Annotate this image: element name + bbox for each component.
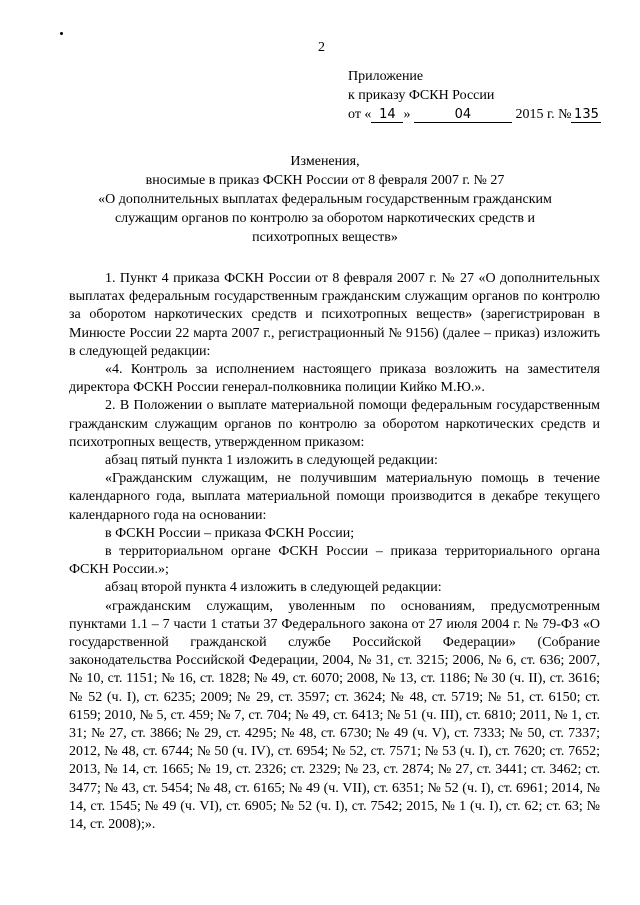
date-close-quote: » xyxy=(403,107,411,122)
scan-speck xyxy=(60,32,63,35)
date-day: 14 xyxy=(371,108,403,123)
appendix-order-ref: к приказу ФСКН России xyxy=(348,88,495,103)
paragraph: в территориальном органе ФСКН России – приказа территориального органа ФСКН России.»; xyxy=(69,544,600,578)
page-number: 2 xyxy=(318,40,325,55)
paragraph: 1. Пункт 4 приказа ФСКН России от 8 февраля 2007 г. № 27 «О дополнительных выплатах федеральным государственным гражданским служащим органов по контролю за оборотом наркотических средств и психотропных веществ» (зарегистрирован в Минюсте России 22 марта 2007 г., регистрационный № 9156) (далее – приказ) изложить в следующей редакции: xyxy=(69,271,600,359)
date-year: 2015 г. № xyxy=(515,107,572,122)
appendix-label: Приложение xyxy=(348,69,424,84)
title-line-3: «О дополнительных выплатах федеральным государственным гражданским служащим органов по контролю за оборотом наркотических средств и психотропных веществ» xyxy=(98,192,552,245)
date-prefix: от « xyxy=(348,107,372,122)
paragraph: «гражданским служащим, уволенным по основаниям, предусмотренным пунктами 1.1 – 7 части 1 статьи 37 Федерального закона от 27 июля 2004 г. № 79-ФЗ «О государственной гражданской службе Российской Федерации» (Собрание законодательства Российской Федерации, 2004, № 31, ст. 3215; 2006, № 6, ст. 636; 2007, № 10, ст. 1151; № 16, ст. 1828; № 49, ст. 6070; 2008, № 13, ст. 1186; № 30 (ч. II), ст. 3616; № 52 (ч. I), ст. 6235; 2009; № 29, ст. 3597; ст. 3624; № 48, ст. 5719; № 51, ст. 6150; ст. 6159; 2010, № 5, ст. 459; № 7, ст. 704; № 49, ст. 6413; № 51 (ч. III), ст. 6810; 2011, № 1, ст. 31; № 27, ст. 3866; № 29, ст. 4295; № 48, ст. 6730; № 49 (ч. V), ст. 7333; № 50, ст. 7337; 2012, № 48, ст. 6744; № 50 (ч. IV), ст. 6954; № 52, ст. 7571; № 53 (ч. I), ст. 7620; ст. 7652; 2013, № 14, ст. 1665; № 19, ст. 2326; ст. 2329; № 23, ст. 2874; № 27, ст. 3441; ст. 3462; ст. 3477; № 43, ст. 5454; № 48, ст. 6165; № 49 (ч. VII), ст. 6351; № 52 (ч. I), ст. 6961; 2014, № 14, ст. 1545; № 49 (ч. VI), ст. 6905; № 52 (ч. I), ст. 7542; 2015, № 1 (ч. I), ст. 62; ст. 63; № 14, ст. 2008);». xyxy=(69,598,600,833)
paragraph: в ФСКН России – приказа ФСКН России; xyxy=(105,525,355,541)
paragraph: 2. В Положении о выплате материальной помощи федеральным государственным гражданским служащим органов по контролю за оборотом наркотических средств и психотропных веществ, утвержденном приказом: xyxy=(69,398,600,450)
order-number: 135 xyxy=(571,108,601,123)
paragraph: абзац второй пункта 4 изложить в следующей редакции: xyxy=(105,580,442,596)
paragraph: «4. Контроль за исполнением настоящего приказа возложить на заместителя директора ФСКН России генерал-полковника полиции Кийко М.Ю.». xyxy=(69,362,600,396)
paragraph: абзац пятый пункта 1 изложить в следующей редакции: xyxy=(105,453,438,469)
appendix-date-line xyxy=(348,105,601,124)
title-line-2: вносимые в приказ ФСКН России от 8 февраля 2007 г. № 27 xyxy=(145,173,505,188)
document-body xyxy=(69,270,600,834)
title-line-1: Изменения, xyxy=(290,154,360,169)
paragraph: «Гражданским служащим, не получившим материальную помощь в течение календарного года, выплата материальной помощи производится в декабре текущего календарного года на основании: xyxy=(69,471,600,523)
document-title xyxy=(80,152,570,247)
date-month: 04 xyxy=(414,108,512,123)
appendix-block xyxy=(348,67,601,124)
